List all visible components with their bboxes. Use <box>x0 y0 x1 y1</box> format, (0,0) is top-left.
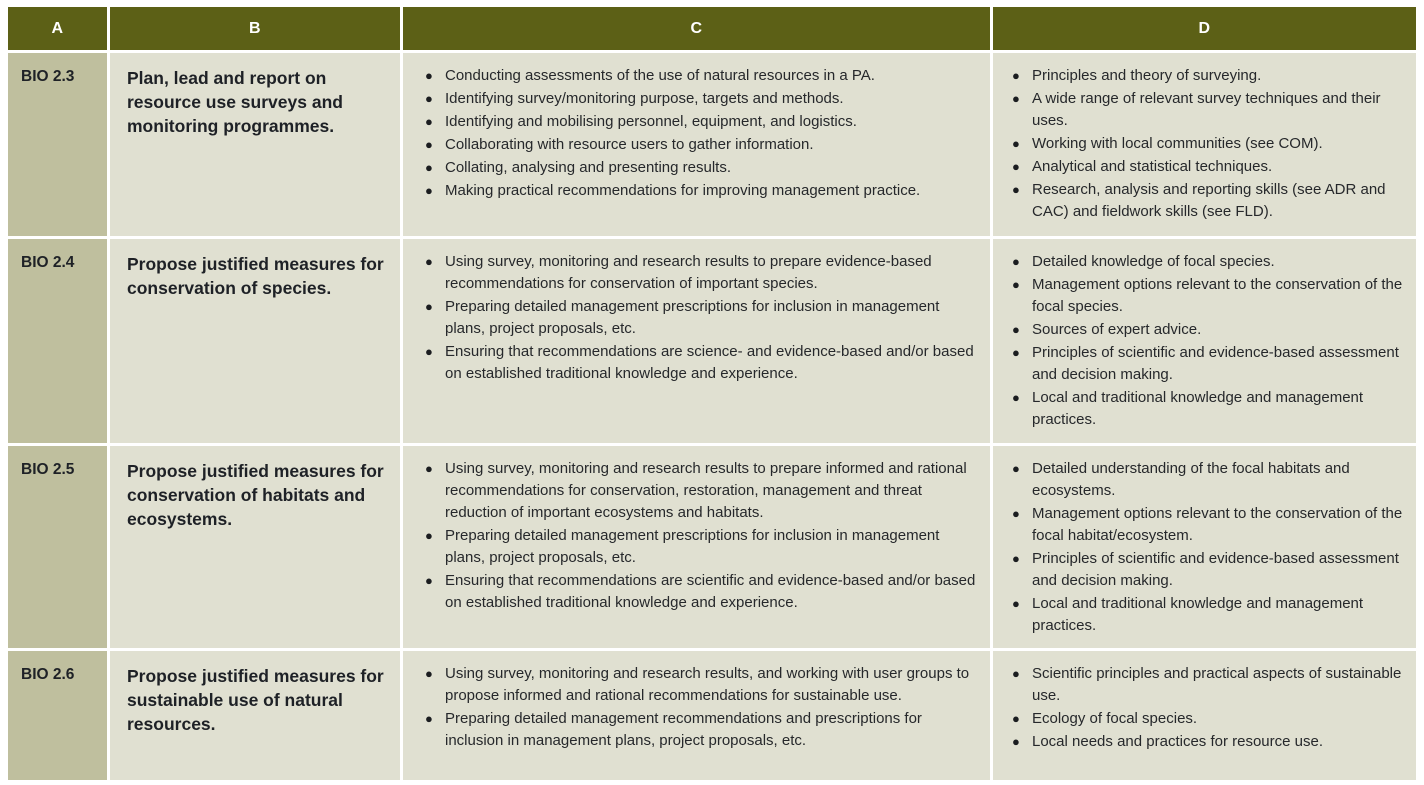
activity-item: ● Identifying and mobilising personnel, equipment, and logistics. <box>425 111 980 133</box>
knowledge-item: ● A wide range of relevant survey techniques and their uses. <box>1012 88 1406 132</box>
knowledge-item: ● Local and traditional knowledge and management practices. <box>1012 593 1406 637</box>
activity-item: ● Ensuring that recommendations are science- and evidence-based and/or based on established traditional knowledge and experience. <box>425 341 980 385</box>
activity-item: ● Collating, analysing and presenting results. <box>425 157 980 179</box>
knowledge-item: ● Local needs and practices for resource use. <box>1012 731 1406 753</box>
knowledge-item: ● Sources of expert advice. <box>1012 319 1406 341</box>
knowledge-item: ● Management options relevant to the conservation of the focal species. <box>1012 274 1406 318</box>
knowledge-item: ● Management options relevant to the conservation of the focal habitat/ecosystem. <box>1012 503 1406 547</box>
knowledge-cell <box>993 446 1416 648</box>
activity-item: ● Ensuring that recommendations are scientific and evidence-based and/or based on established traditional knowledge and experience. <box>425 570 980 614</box>
knowledge-list <box>993 239 1416 431</box>
knowledge-item: ● Principles of scientific and evidence-based assessment and decision making. <box>1012 342 1406 386</box>
activities-list <box>403 651 990 752</box>
knowledge-item: ● Scientific principles and practical aspects of sustainable use. <box>1012 663 1406 707</box>
knowledge-list <box>993 446 1416 637</box>
knowledge-item: ● Working with local communities (see COM). <box>1012 133 1406 155</box>
column-header-c: C <box>403 7 990 50</box>
column-header-b: B <box>110 7 400 50</box>
knowledge-item: ● Ecology of focal species. <box>1012 708 1406 730</box>
column-header-a: A <box>8 7 107 50</box>
activity-item: ● Collaborating with resource users to gather information. <box>425 134 980 156</box>
row-id-cell: BIO 2.5 <box>8 446 107 648</box>
activities-list <box>403 239 990 385</box>
row-id-cell: BIO 2.3 <box>8 53 107 236</box>
activity-item: ● Preparing detailed management recommendations and prescriptions for inclusion in management plans, project proposals, etc. <box>425 708 980 752</box>
knowledge-item: ● Principles of scientific and evidence-based assessment and decision making. <box>1012 548 1406 592</box>
competence-cell: Plan, lead and report on resource use surveys and monitoring programmes. <box>110 53 400 236</box>
activity-item: ● Using survey, monitoring and research results to prepare informed and rational recommendations for conservation, restoration, management and threat reduction of important ecosystems and habitats. <box>425 458 980 524</box>
activities-cell <box>403 239 990 443</box>
knowledge-list <box>993 53 1416 223</box>
knowledge-item: ● Local and traditional knowledge and management practices. <box>1012 387 1406 431</box>
knowledge-item: ● Research, analysis and reporting skills (see ADR and CAC) and fieldwork skills (see FLD). <box>1012 179 1406 223</box>
knowledge-cell <box>993 239 1416 443</box>
activity-item: ● Preparing detailed management prescriptions for inclusion in management plans, project proposals, etc. <box>425 525 980 569</box>
row-id-cell: BIO 2.4 <box>8 239 107 443</box>
activity-item: ● Using survey, monitoring and research results, and working with user groups to propose informed and rational recommendations for sustainable use. <box>425 663 980 707</box>
competence-cell: Propose justified measures for sustainable use of natural resources. <box>110 651 400 780</box>
activities-list <box>403 446 990 614</box>
activity-item: ● Making practical recommendations for improving management practice. <box>425 180 980 202</box>
knowledge-cell <box>993 53 1416 236</box>
competence-cell: Propose justified measures for conservation of species. <box>110 239 400 443</box>
activity-item: ● Preparing detailed management prescriptions for inclusion in management plans, project proposals, etc. <box>425 296 980 340</box>
activities-cell <box>403 446 990 648</box>
activity-item: ● Using survey, monitoring and research results to prepare evidence-based recommendations for conservation of important species. <box>425 251 980 295</box>
knowledge-list <box>993 651 1416 753</box>
competence-cell: Propose justified measures for conservation of habitats and ecosystems. <box>110 446 400 648</box>
knowledge-item: ● Detailed understanding of the focal habitats and ecosystems. <box>1012 458 1406 502</box>
activities-cell <box>403 53 990 236</box>
row-id-cell: BIO 2.6 <box>8 651 107 780</box>
knowledge-item: ● Analytical and statistical techniques. <box>1012 156 1406 178</box>
knowledge-item: ● Principles and theory of surveying. <box>1012 65 1406 87</box>
knowledge-cell <box>993 651 1416 780</box>
column-header-d: D <box>993 7 1416 50</box>
activities-cell <box>403 651 990 780</box>
activity-item: ● Conducting assessments of the use of natural resources in a PA. <box>425 65 980 87</box>
activity-item: ● Identifying survey/monitoring purpose, targets and methods. <box>425 88 980 110</box>
activities-list <box>403 53 990 202</box>
knowledge-item: ● Detailed knowledge of focal species. <box>1012 251 1406 273</box>
competence-table <box>8 7 1416 780</box>
